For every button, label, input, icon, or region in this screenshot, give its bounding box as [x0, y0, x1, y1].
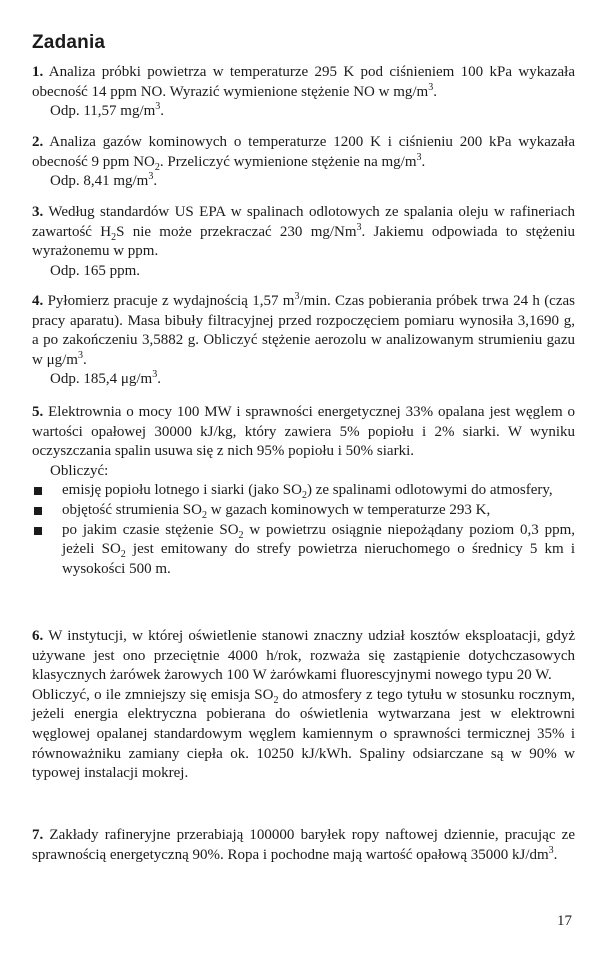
bullet-square-icon	[34, 527, 42, 535]
problem-number: 1.	[32, 64, 44, 80]
page-number: 17	[557, 913, 572, 929]
problem-4-answer: Odp. 185,4 $\mu g/m^3$.	[50, 369, 161, 388]
problem-3-answer: Odp. 165 ppm.	[50, 262, 140, 279]
problem-number: 3.	[32, 204, 44, 220]
problem-6-question: Obliczyć, o ile zmniejszy się emisja $SO_2$ do atmosfery z tego tytułu w stosunku rocznym, jeżeli energia elektryczna pobierana do oświetlenia wytwarzana jest w elektrowni węglowej opalanej standardowym węglem kamiennym o sprawności termicznej 35% i równoważniku zamiany ciepła ok. 10250 kJ/kWh. Spaliny odsiarczane są w 90% w typowej instalacji mokrej.	[32, 686, 575, 782]
problem-4-text: 4. Pyłomierz pracuje z wydajnością 1,57 $m^3/\min$. Czas pobierania próbek trwa 24 h (czas pracy aparatu). Masa bibuły filtracyjnej przed rozpoczęciem pomiaru wynosiła 3,1690 g, a po zakończeniu 3,5882 g. Obliczyć stężenie aerozolu w analizowanym strumieniu gazu w $\mu g/m^3$.	[32, 291, 575, 368]
problem-4	[32, 292, 575, 390]
problem-number: 4.	[32, 293, 44, 309]
problem-number: 7.	[32, 827, 44, 843]
bullet-square-icon	[34, 507, 42, 515]
problem-5-text: 5. Elektrownia o mocy 100 MW i sprawności energetycznej 33% opalana jest węglem o wartości opałowej 30000 kJ/kg, który zawiera 5% popiołu i 2% siarki. W wyniku oczyszczania spalin usuwa się z nich 95% popiołu i 50% siarki.	[32, 404, 575, 460]
problem-3-text: 3. Według standardów US EPA w spalinach odlotowych ze spalania oleju w rafineriach zawartość $H_2S$ nie może przekraczać 230 mg/Nm$^3$. Jakiemu odpowiada to stężeniu wyrażonemu w ppm.	[32, 204, 575, 260]
calc-label: Obliczyć:	[50, 462, 109, 479]
problem-number: 6.	[32, 628, 44, 644]
task-list	[32, 481, 575, 579]
list-item: po jakim czasie stężenie $SO_2$ w powietrzu osiągnie niepożądany poziom 0,3 ppm, jeżeli $SO_2$ jest emitowany do strefy powietrza nieruchomego o średnicy 5 km i wysokości 500 m.	[32, 521, 575, 580]
problem-7-text: 7. Zakłady rafineryjne przerabiają 100000 baryłek ropy naftowej dziennie, pracując ze sprawnością energetyczną 90%. Ropa i pochodne mają wartość opałową 35000 $kJ/dm^3$.	[32, 827, 575, 863]
section-heading: Zadania	[32, 32, 106, 53]
problem-1-answer: Odp. 11,57 $mg/m^3$.	[50, 101, 165, 120]
problem-1	[32, 63, 575, 122]
problem-7	[32, 826, 575, 865]
list-item: objętość strumienia $SO_2$ w gazach kominowych w temperaturze 293 K,	[32, 501, 575, 521]
problem-5	[32, 403, 575, 579]
problem-2-text: 2. Analiza gazów kominowych o temperaturze 1200 K i ciśnieniu 200 kPa wykazała obecność 9 ppm $NO_2$. Przeliczyć wymienione stężenie na $mg/m^3$.	[32, 134, 575, 173]
bullet-square-icon	[34, 487, 42, 495]
problem-1-text: 1. Analiza próbki powietrza w temperaturze 295 K pod ciśnieniem 100 kPa wykazała obecność 14 ppm NO. Wyrazić wymienione stężenie NO w $mg/m^3$.	[32, 64, 575, 100]
problem-2-answer: Odp. 8,41 $mg/m^3$.	[50, 171, 158, 190]
problem-6-text: 6. W instytucji, w której oświetlenie stanowi znaczny udział kosztów eksploatacji, gdyż używane jest ono przeciętnie 4000 h/rok, rozważa się zastąpienie dotychczasowych klasycznych żarówek żarowych 100 W żarówkami fluorescyjnymi nowego typu 20 W.	[32, 628, 575, 684]
problem-number: 5.	[32, 404, 44, 420]
problem-2	[32, 133, 575, 192]
problem-6	[32, 627, 575, 784]
problem-number: 2.	[32, 134, 44, 150]
list-item: emisję popiołu lotnego i siarki (jako $SO_2$) ze spalinami odlotowymi do atmosfery,	[32, 481, 575, 501]
problem-3	[32, 203, 575, 281]
